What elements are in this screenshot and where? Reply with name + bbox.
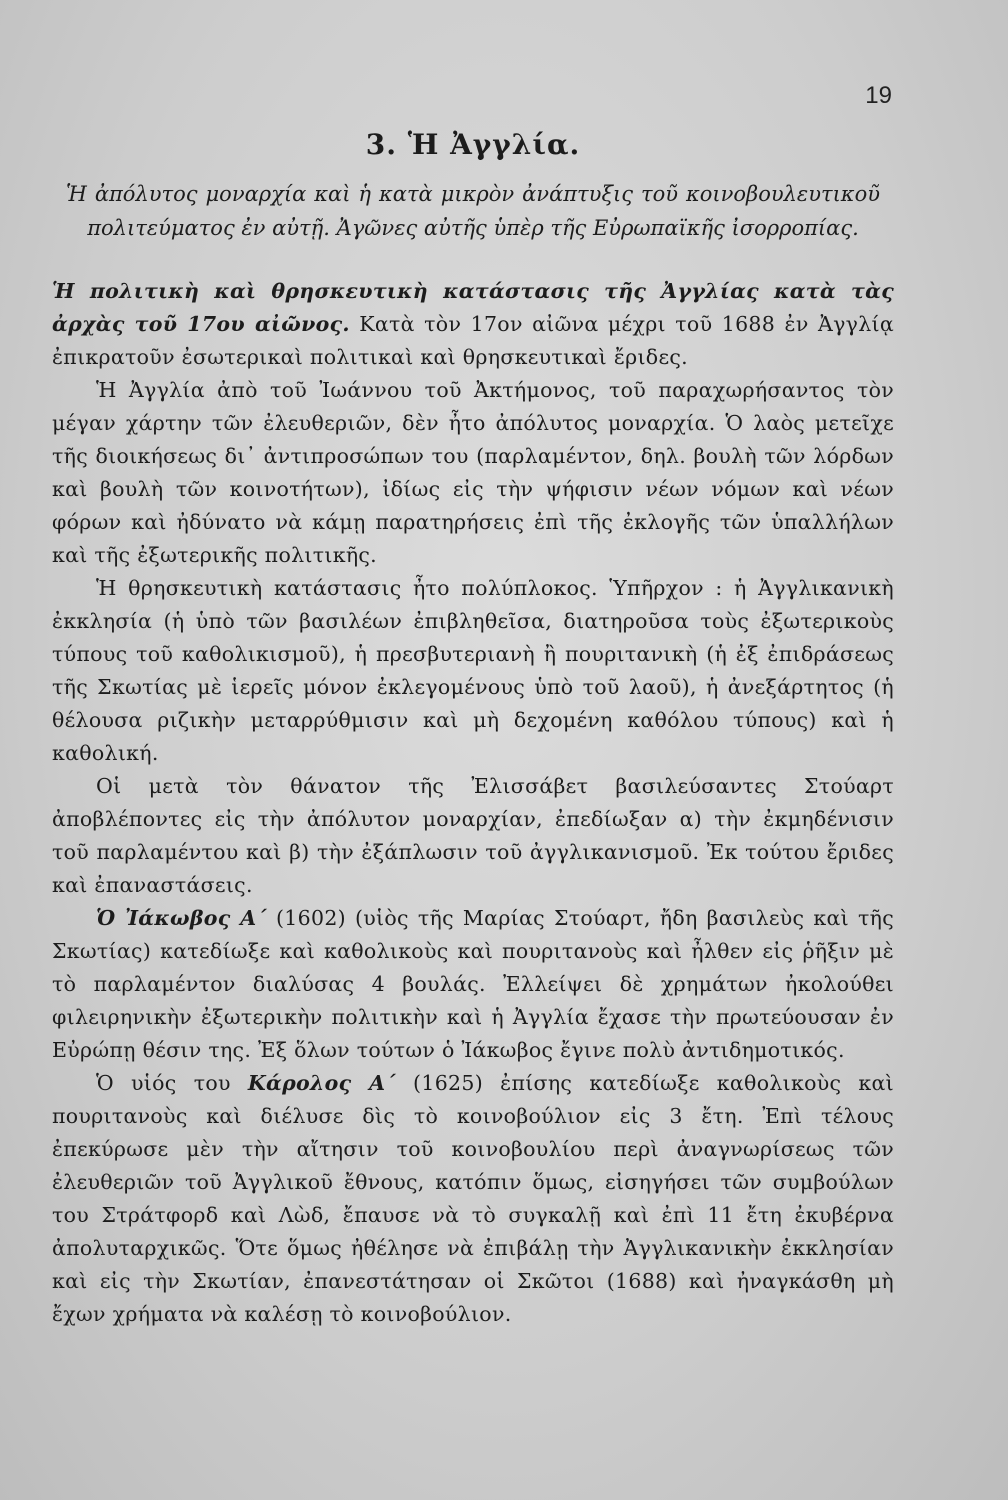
chapter-title: 3. Ἡ Ἀγγλία. <box>365 128 581 161</box>
paragraph-1-heading: Ἡ πολιτικὴ καὶ θρησκευτικὴ κατάστασις τῆς Ἀγγλίας κατὰ τὰς ἀρχὰς τοῦ 17ου αἰῶνος. <box>52 279 894 336</box>
page-content <box>52 128 894 1331</box>
paragraph-6-text: (1625) ἐπίσης κατεδίωξε καθολικοὺς καὶ πουριτανοὺς καὶ διέλυσε δὶς τὸ κοινοβούλιον εἰς 3 ἔτη. Ἐπὶ τέλους ἐπεκύρωσε μὲν τὴν αἴτησιν τοῦ κοινοβουλίου περὶ ἀναγνωρίσεως τῶν ἐλευθεριῶν τοῦ Ἀγγλικοῦ ἔθνους, κατόπιν ὅμως, εἰσηγήσει τῶν συμβούλων του Στράτφορδ καὶ Λὼδ, ἔπαυσε νὰ τὸ συγκαλῇ καὶ ἐπὶ 11 ἔτη ἐκυβέρνα ἀπολυταρχικῶς. Ὅτε ὅμως ἠθέλησε νὰ ἐπιβάλῃ τὴν Ἀγγλικανικὴν ἐκκλησίαν καὶ εἰς τὴν Σκωτίαν, ἐπανεστάτησαν οἱ Σκῶτοι (1688) καὶ ἠναγκάσθη μὴ ἔχων χρήματα νὰ καλέσῃ τὸ κοινοβούλιον. <box>52 1071 894 1326</box>
paragraph-5-text: (1602) (υἱὸς τῆς Μαρίας Στούαρτ, ἤδη βασιλεὺς καὶ τῆς Σκωτίας) κατεδίωξε καὶ καθολικοὺς καὶ πουριτανοὺς καὶ ἦλθεν εἰς ῥῆξιν μὲ τὸ παρλαμέντον διαλύσας 4 βουλάς. Ἐλλείψει δὲ χρημάτων ἠκολούθει φιλειρηνικὴν ἐξωτερικὴν πολιτικὴν καὶ ἡ Ἀγγλία ἔχασε τὴν πρωτεύουσαν ἐν Εὐρώπῃ θέσιν της. Ἐξ ὅλων τούτων ὁ Ἰάκωβος ἔγινε πολὺ ἀντιδημοτικός. <box>52 906 894 1062</box>
paragraph-5-heading: Ὁ Ἰάκωβος Α΄ <box>96 906 267 930</box>
paragraph-3: Ἡ θρησκευτικὴ κατάστασις ἦτο πολύπλοκος. Ὑπῆρχον : ἡ Ἀγγλικανικὴ ἐκκλησία (ἡ ὑπὸ τῶν βασιλέων ἐπιβληθεῖσα, διατηροῦσα τοὺς ἐξωτερικοὺς τύπους τοῦ καθολικισμοῦ), ἡ πρεσβυτεριανὴ ἢ πουριτανικὴ (ἡ ἐξ ἐπιδράσεως τῆς Σκωτίας μὲ ἱερεῖς μόνον ἐκλεγομένους ὑπὸ τοῦ λαοῦ), ἡ ἀνεξάρτητος (ἡ θέλουσα ριζικὴν μεταρρύθμισιν καὶ μὴ δεχομένη καθόλου τύπους) καὶ ἡ καθολική. <box>52 576 894 765</box>
paragraph-5 <box>52 902 894 1067</box>
paragraph-1 <box>52 275 894 374</box>
paragraph-6 <box>52 1067 894 1331</box>
paragraph-4: Οἱ μετὰ τὸν θάνατον τῆς Ἐλισσάβετ βασιλεύσαντες Στούαρτ ἀποβλέποντες εἰς τὴν ἀπόλυτον μοναρχίαν, ἐπεδίωξαν α) τὴν ἐκμηδένισιν τοῦ παρλαμέντου καὶ β) τὴν ἐξάπλωσιν τοῦ ἀγγλικανισμοῦ. Ἐκ τούτου ἔριδες καὶ ἐπαναστάσεις. <box>52 774 894 897</box>
paragraph-1-text: Κατὰ τὸν 17ον αἰῶνα μέχρι τοῦ 1688 ἐν Ἀγγλίᾳ ἐπικρατοῦν ἐσωτερικαὶ πολιτικαὶ καὶ θρησκευτικαὶ ἔριδες. <box>52 312 894 369</box>
chapter-summary: Ἡ ἀπόλυτος μοναρχία καὶ ἡ κατὰ μικρὸν ἀνάπτυξις τοῦ κοινοβουλευτικοῦ πολιτεύματος ἐν αὐτῇ. Ἀγῶνες αὐτῆς ὑπὲρ τῆς Εὐρωπαϊκῆς ἰσορροπίας. <box>66 182 880 240</box>
paragraph-6-heading: Κάρολος Α΄ <box>247 1071 396 1095</box>
paragraph-2: Ἡ Ἀγγλία ἀπὸ τοῦ Ἰωάννου τοῦ Ἀκτήμονος, τοῦ παραχωρήσαντος τὸν μέγαν χάρτην τῶν ἐλευθεριῶν, δὲν ἦτο ἀπόλυτος μοναρχία. Ὁ λαὸς μετεῖχε τῆς διοικήσεως δι᾿ ἀντιπροσώπων του (παρλαμέντον, δηλ. βουλὴ τῶν λόρδων καὶ βουλὴ τῶν κοινοτήτων), ἰδίως εἰς τὴν ψήφισιν νέων νόμων καὶ νέων φόρων καὶ ἠδύνατο νὰ κάμῃ παρατηρήσεις ἐπὶ τῆς ἐκλογῆς τῶν ὑπαλλήλων καὶ τῆς ἐξωτερικῆς πολιτικῆς. <box>52 378 894 567</box>
page-number: 19 <box>865 82 892 109</box>
paragraph-6-intro: Ὁ υἱός του <box>96 1071 248 1095</box>
